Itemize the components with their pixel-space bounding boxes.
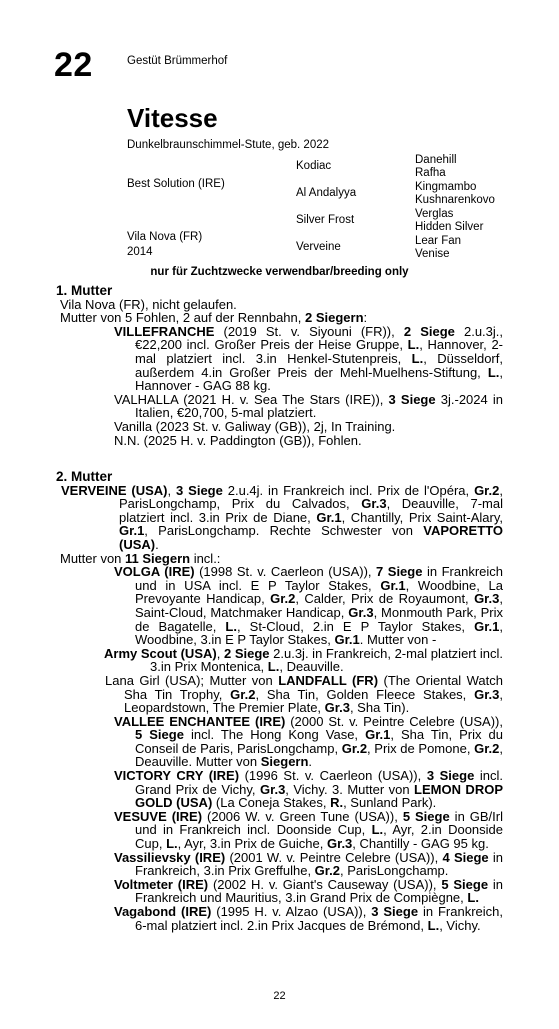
lot-number: 22 xyxy=(54,46,93,84)
first-dam-heading: 1. Mutter xyxy=(56,283,113,298)
produce-entry: VALHALLA (2021 H. v. Sea The Stars (IRE)), 3 Siege 3j.-2024 in Italien, €20,700, 5-mal platziert. xyxy=(114,391,503,421)
second-dam-produce-summary: Mutter von 11 Siegern incl.: xyxy=(60,550,221,566)
pedigree-sire-dam: Al Andalyya xyxy=(296,187,357,199)
pedigree-g3-4: Kushnarenkovo xyxy=(415,194,495,206)
second-dam-section xyxy=(56,470,503,932)
produce-entry: Voltmeter (IRE) (2002 H. v. Giant's Causeway (USA)), 5 Siege in Frankreich und Mauritius, 3.in Grand Prix de Compiègne, L. xyxy=(114,876,503,906)
first-dam-section xyxy=(56,284,503,447)
pedigree-g3-2: Rafha xyxy=(415,167,446,179)
produce-entry: VOLGA (IRE) (1998 St. v. Caerleon (USA)), 7 Siege in Frankreich und in USA incl. E P Taylor Stakes, Gr.1, Woodbine, La Prevoyante Handicap, Gr.2, Calder, Prix de Royaumont, Gr.3, Saint-Cloud, Matchmaker Handicap, Gr.3, Monmouth Park, Prix de Bagatelle, L., St-Cloud, 2.in E P Taylor Stakes, Gr.1, Woodbine, 3.in E P Taylor Stakes, Gr.1. Mutter von - xyxy=(114,564,504,648)
pedigree-g3-8: Venise xyxy=(415,248,450,260)
first-dam-produce-summary: Mutter von 5 Fohlen, 2 auf der Rennbahn, 2 Siegern: xyxy=(60,310,368,326)
horse-description: Dunkelbraunschimmel-Stute, geb. 2022 xyxy=(127,139,330,151)
second-dam-heading: 2. Mutter xyxy=(56,469,113,484)
produce-entry: Army Scout (USA), 2 Siege 2.u.3j. in Frankreich, 2-mal platziert incl. 3.in Prix Montenica, L., Deauville. xyxy=(104,645,503,675)
pedigree-dam-sire: Silver Frost xyxy=(296,214,355,226)
produce-entry: VESUVE (IRE) (2006 W. v. Green Tune (USA)), 5 Siege in GB/Irl und in Frankreich incl. Doonside Cup, L., Ayr, 2.in Doonside Cup, L., Ayr, 3.in Prix de Guiche, Gr.3, Chantilly - GAG 95 kg. xyxy=(114,808,504,852)
pedigree-g3-3: Kingmambo xyxy=(415,181,477,193)
pedigree-g3-7: Lear Fan xyxy=(415,235,462,247)
breeder-name: Gestüt Brümmerhof xyxy=(127,55,228,67)
produce-entry: VICTORY CRY (IRE) (1996 St. v. Caerleon (USA)), 3 Siege incl. Grand Prix de Vichy, Gr.3, Vichy. 3. Mutter von LEMON DROP GOLD (USA) (La Coneja Stakes, R., Sunland Park). xyxy=(114,768,503,811)
produce-entry: VILLEFRANCHE (2019 St. v. Siyouni (FR)), 2 Siege 2.u.3j., €22,200 incl. Großer Preis der Heise Gruppe, L., Hannover, 2-mal platziert incl. 3.in Henkel-Stutenpreis, L., Düsseldorf, außerdem 4.in Großer Preis der Mehl-Muelhens-Stiftung, L., Hannover - GAG 88 kg. xyxy=(114,323,504,394)
breeding-restriction: nur für Zuchtzwecke verwendbar/breeding only xyxy=(150,266,409,278)
produce-entry: N.N. (2025 H. v. Paddington (GB)), Fohlen. xyxy=(114,432,362,448)
second-dam-entry: VERVEINE (USA), 3 Siege 2.u.4j. in Frankreich incl. Prix de l'Opéra, Gr.2, ParisLongchamp, Prix du Calvados, Gr.3, Deauville, 7-mal platziert incl. 3.in Prix de Diane, Gr.1, Chantilly, Prix Saint-Alary, Gr.1, ParisLongchamp. Rechte Schwester von VAPORETTO (USA). xyxy=(61,482,503,552)
pedigree-g3-6: Hidden Silver xyxy=(415,221,484,233)
produce-entry: Lana Girl (USA); Mutter von LANDFALL (FR) (The Oriental Watch Sha Tin Trophy, Gr.2, Sha Tin, Golden Fleece Stakes, Gr.3, Leopardstown, The Premier Plate, Gr.3, Sha Tin). xyxy=(105,672,504,716)
produce-entry: Vassilievsky (IRE) (2001 W. v. Peintre Celebre (USA)), 4 Siege in Frankreich, 3.in Prix Greffulhe, Gr.2, ParisLongchamp. xyxy=(114,849,503,879)
horse-name: Vitesse xyxy=(127,103,218,133)
pedigree-dam: Vila Nova (FR) xyxy=(127,231,203,243)
page-number: 22 xyxy=(273,990,286,1002)
pedigree-g3-1: Danehill xyxy=(415,154,457,166)
produce-entry: VALLEE ENCHANTEE (IRE) (2000 St. v. Peintre Celebre (USA)), 5 Siege incl. The Hong Kong Vase, Gr.1, Sha Tin, Prix du Conseil de Paris, ParisLongchamp, Gr.2, Prix de Pomone, Gr.2, Deauville. Mutter von Siegern. xyxy=(114,713,504,770)
pedigree-g3-5: Verglas xyxy=(415,208,454,220)
produce-entry: Vanilla (2023 St. v. Galiway (GB)), 2j, In Training. xyxy=(114,418,396,434)
pedigree-sire: Best Solution (IRE) xyxy=(127,178,225,190)
pedigree-sire-sire: Kodiac xyxy=(296,160,332,172)
first-dam-line: Vila Nova (FR), nicht gelaufen. xyxy=(60,296,237,312)
produce-entry: Vagabond (IRE) (1995 H. v. Alzao (USA)), 3 Siege in Frankreich, 6-mal platziert incl. 2.in Prix Jacques de Brémond, L., Vichy. xyxy=(114,904,503,933)
pedigree-dam-year: 2014 xyxy=(127,246,153,258)
pedigree-dam-dam: Verveine xyxy=(296,241,341,253)
